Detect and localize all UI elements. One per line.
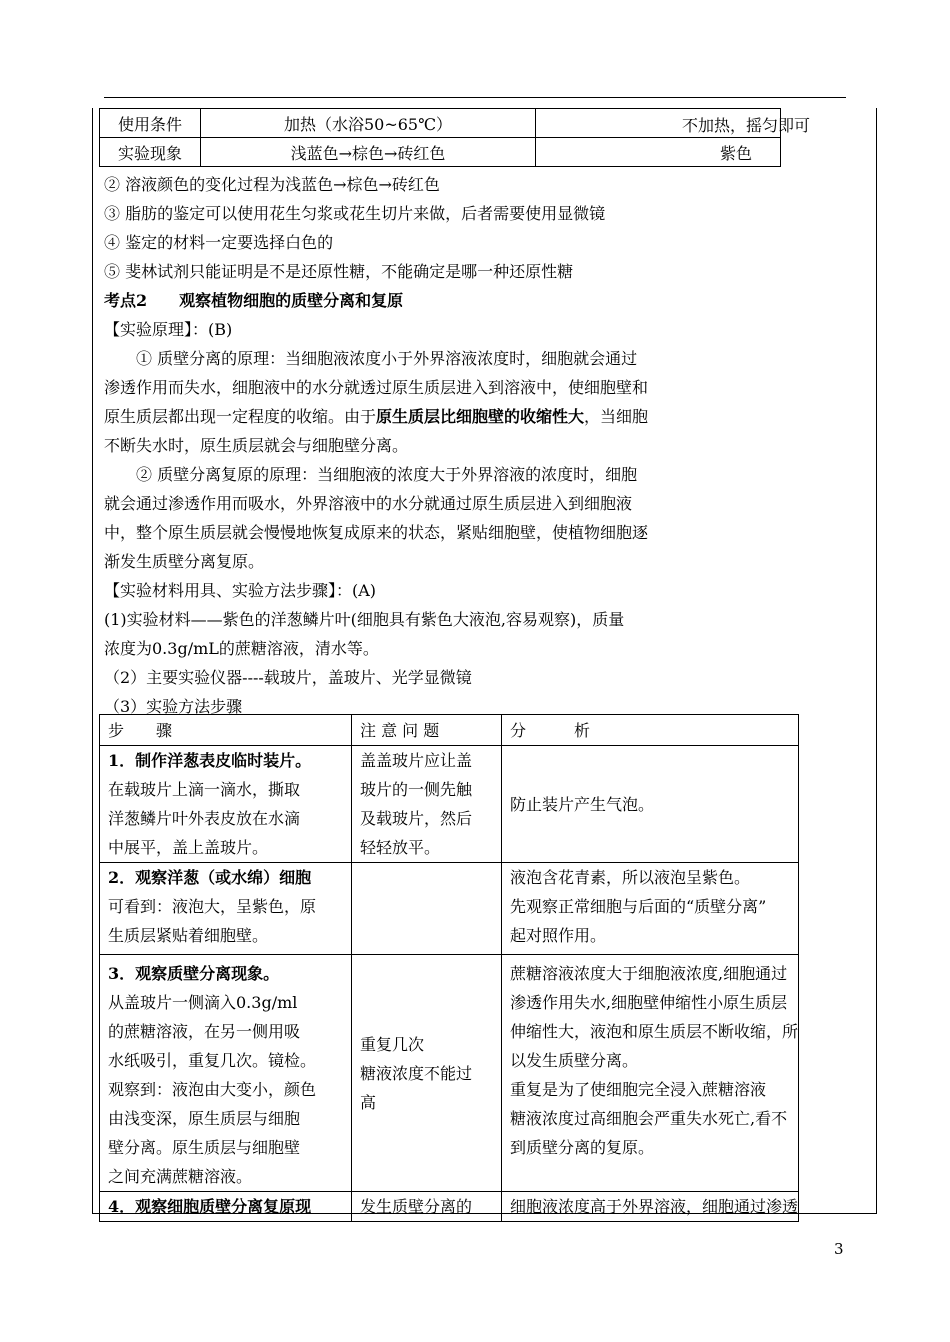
step-cell (100, 1192, 352, 1222)
step-title: 3．观察质壁分离现象。 (108, 964, 280, 983)
step-row (100, 863, 799, 955)
header-analysis: 分 析 (502, 715, 799, 746)
materials-line: （3）实验方法步骤 (104, 697, 243, 716)
note-line: ④ 鉴定的材料一定要选择白色的 (104, 233, 334, 252)
benedict-phenomenon: 浅蓝色→棕色→砖红色 (201, 138, 536, 167)
row-label: 使用条件 (100, 109, 201, 138)
step-title: 4．观察细胞质壁分离复原现 (108, 1197, 312, 1216)
step-body-line: 之间充满蔗糖溶液。 (108, 1167, 253, 1186)
analysis-cell (502, 1192, 799, 1222)
step-title: 1．制作洋葱表皮临时装片。 (108, 751, 312, 770)
step-cell (100, 955, 352, 1192)
principle-line: 不断失水时，原生质层就会与细胞壁分离。 (104, 436, 409, 455)
row-label: 实验现象 (100, 138, 201, 167)
analysis-line: 起对照作用。 (510, 926, 607, 945)
biuret-condition: 不加热，摇匀即可 (681, 116, 810, 135)
note-line: ⑤ 斐林试剂只能证明是不是还原性糖，不能确定是哪一种还原性糖 (104, 262, 574, 281)
step-body-line: 中展平，盖上盖玻片。 (108, 838, 269, 857)
step-body-line: 由浅变深，原生质层与细胞 (108, 1109, 301, 1128)
benedict-condition: 加热（水浴50~65℃） (201, 109, 536, 138)
step-body-line: 观察到：液泡由大变小，颜色 (108, 1080, 317, 1099)
principle2-line: 中，整个原生质层就会慢慢地恢复成原来的状态，紧贴细胞壁，使植物细胞逐 (104, 523, 649, 542)
biuret-phenomenon: 紫色 (536, 138, 781, 167)
step-title: 2．观察洋葱（或水绵）细胞 (108, 868, 312, 887)
frame-right-border (876, 108, 877, 1214)
page-number: 3 (834, 1240, 844, 1258)
analysis-line: 到质壁分离的复原。 (510, 1138, 655, 1157)
note-line: 发生质壁分离的 (360, 1197, 473, 1216)
principle-text: 原生质层都出现一定程度的收缩。由于 (104, 407, 377, 426)
materials-line: （2）主要实验仪器----载玻片，盖玻片、光学显微镜 (104, 668, 472, 687)
note-line: 糖液浓度不能过 (360, 1063, 473, 1083)
materials-line: 浓度为0.3g/mL的蔗糖溶液，清水等。 (104, 639, 379, 658)
analysis-line: 液泡含花青素，所以液泡呈紫色。 (510, 868, 751, 887)
analysis-line: 先观察正常细胞与后面的“质壁分离” (510, 897, 767, 916)
note-line: ③ 脂肪的鉴定可以使用花生匀浆或花生切片来做，后者需要使用显微镜 (104, 204, 606, 223)
step-body-line: 在载玻片上滴一滴水，撕取 (108, 780, 301, 799)
analysis-cell (502, 746, 799, 863)
step-row (100, 746, 799, 863)
principle2-line: 就会通过渗透作用而吸水，外界溶液中的水分就通过原生质层进入到细胞液 (104, 494, 633, 513)
principle-line: ① 质壁分离的原理：当细胞液浓度小于外界溶液浓度时，细胞就会通过 (136, 349, 638, 368)
analysis-line: 糖液浓度过高细胞会严重失水死亡,看不 (510, 1109, 788, 1128)
header-step: 步 骤 (100, 715, 352, 746)
step-body-line: 的蔗糖溶液，在另一侧用吸 (108, 1022, 301, 1041)
analysis-line: 细胞液浓度高于外界溶液，细胞通过渗透 (510, 1197, 799, 1216)
step-body-line: 可看到：液泡大，呈紫色，原 (108, 897, 317, 916)
steps-table (99, 714, 799, 1222)
body-text (104, 170, 754, 721)
analysis-line: 渗透作用失水,细胞壁伸缩性小原生质层 (510, 993, 788, 1012)
principle-text: ，当细胞 (584, 407, 649, 426)
step-cell (100, 863, 352, 955)
step-body-line: 生质层紧贴着细胞壁。 (108, 926, 269, 945)
note-line: 重复几次 (360, 1034, 425, 1054)
comparison-table (99, 108, 810, 167)
analysis-cell (502, 955, 799, 1192)
step-body-line: 从盖玻片一侧滴入0.3g/ml (108, 993, 298, 1012)
note-cell (352, 863, 502, 955)
step-row (100, 955, 799, 1192)
note-line: 轻轻放平。 (360, 838, 441, 857)
analysis-line: 伸缩性大，液泡和原生质层不断收缩，所 (510, 1022, 799, 1041)
header-note: 注 意 问 题 (352, 715, 502, 746)
note-line: 玻片的一侧先触 (360, 780, 473, 799)
analysis-line: 防止装片产生气泡。 (510, 794, 655, 814)
principle-header: 【实验原理】：(B) (104, 320, 233, 339)
section-title: 考点2 观察植物细胞的质壁分离和复原 (104, 291, 404, 310)
step-row (100, 1192, 799, 1222)
materials-header: 【实验材料用具、实验方法步骤】：(A) (104, 581, 377, 600)
principle-line-mixed (104, 402, 754, 431)
materials-line: (1)实验材料——紫色的洋葱鳞片叶(细胞具有紫色大液泡,容易观察)，质量 (104, 610, 625, 629)
principle-emphasis: 原生质层比细胞壁的收缩性大 (376, 407, 585, 426)
step-body-line: 壁分离。原生质层与细胞壁 (108, 1138, 301, 1157)
step-cell (100, 746, 352, 863)
steps-header-row (100, 715, 799, 746)
principle2-line: 渐发生质壁分离复原。 (104, 552, 265, 571)
step-body-line: 洋葱鳞片叶外表皮放在水滴 (108, 809, 301, 828)
principle-line: 渗透作用而失水，细胞液中的水分就透过原生质层进入到溶液中，使细胞壁和 (104, 378, 649, 397)
note-line: 及载玻片，然后 (360, 809, 473, 828)
analysis-line: 重复是为了使细胞完全浸入蔗糖溶液 (510, 1080, 767, 1099)
note-cell (352, 1192, 502, 1222)
comparison-row-phenomenon (100, 138, 781, 167)
note-cell (352, 955, 502, 1192)
note-line: 盖盖玻片应让盖 (360, 751, 473, 770)
note-line: 高 (360, 1092, 377, 1112)
header-rule (104, 97, 846, 98)
analysis-line: 蔗糖溶液浓度大于细胞液浓度,细胞通过 (510, 964, 788, 983)
biuret-condition-cell (536, 109, 810, 138)
principle2-line: ② 质壁分离复原的原理：当细胞液的浓度大于外界溶液的浓度时，细胞 (136, 465, 638, 484)
note-cell (352, 746, 502, 863)
step-body-line: 水纸吸引，重复几次。镜检。 (108, 1051, 317, 1070)
note-line: ② 溶液颜色的变化过程为浅蓝色→棕色→砖红色 (104, 175, 440, 194)
analysis-line: 以发生质壁分离。 (510, 1051, 639, 1070)
frame-left-border (92, 108, 93, 1214)
analysis-cell (502, 863, 799, 955)
comparison-row-condition (100, 109, 781, 138)
